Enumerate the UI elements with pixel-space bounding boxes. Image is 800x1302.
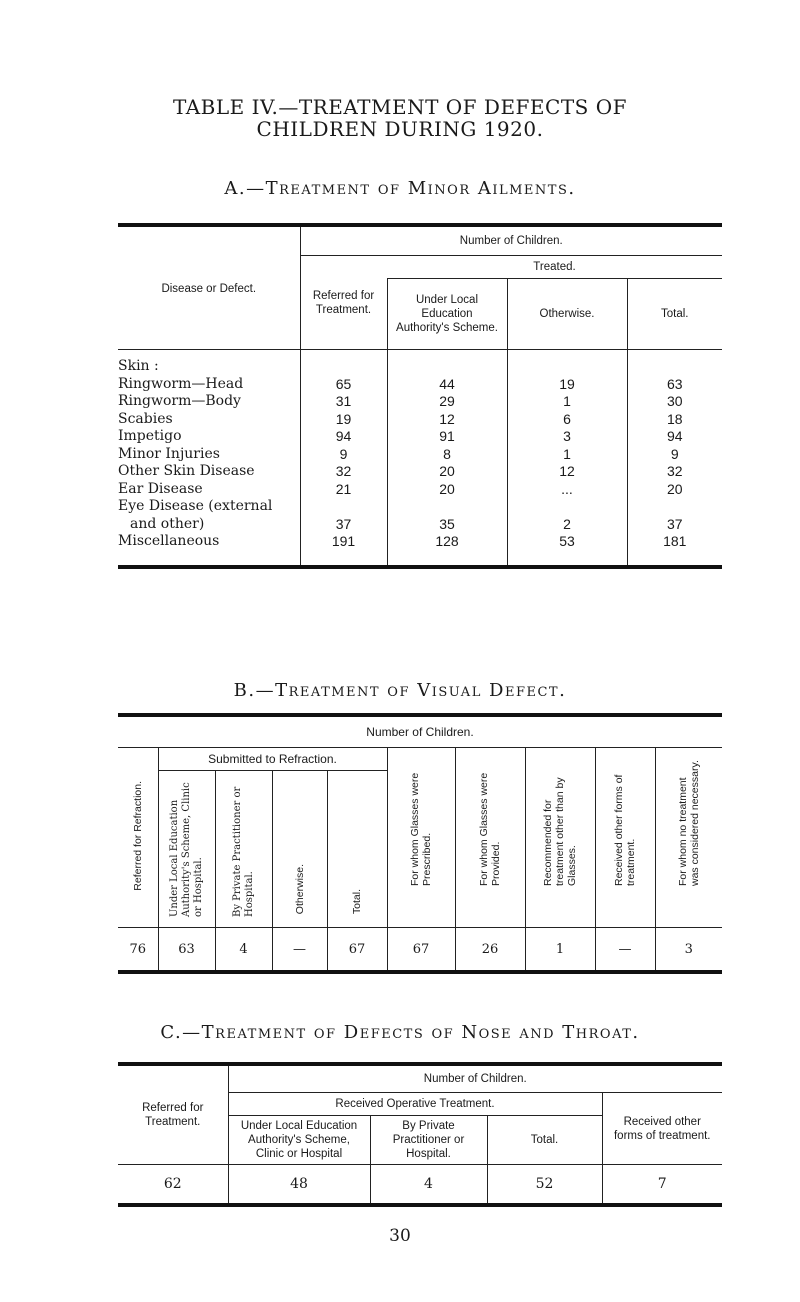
- table-cell: 31: [335, 393, 352, 409]
- table-cell: —: [595, 928, 655, 973]
- table-cell: 20: [439, 463, 455, 479]
- table-cell: 65: [335, 375, 352, 392]
- number-of-children-header: Number of Children.: [118, 715, 722, 748]
- col-other-treatment-header: Received other forms of treatment.: [602, 1093, 722, 1165]
- section-b-heading: B.—Treatment of Visual Defect.: [233, 680, 567, 701]
- treated-header: Treated.: [387, 256, 722, 279]
- table-cell: 12: [559, 463, 575, 479]
- col-received-other: Received other forms of treatment.: [595, 748, 655, 928]
- table-cell: 94: [335, 428, 352, 444]
- table-cell: 1: [563, 393, 571, 409]
- col-total-header: Total.: [487, 1116, 602, 1165]
- disease-name: Scabies: [118, 410, 173, 427]
- col-otherwise: Otherwise.: [272, 771, 327, 928]
- table-cell: 48: [228, 1165, 370, 1206]
- disease-name: Eye Disease (external: [118, 498, 273, 514]
- table-cell: 6: [563, 410, 571, 427]
- col-private-practitioner: By Private Practitioner or Hospital.: [215, 771, 272, 928]
- title-line-2: CHILDREN DURING 1920.: [256, 117, 544, 141]
- col-referred-header: Referred for Treatment.: [118, 1064, 228, 1165]
- table-cell: 4: [215, 928, 272, 973]
- table-cell: 94: [666, 428, 683, 444]
- table-cell: 91: [439, 428, 455, 444]
- table-cell: 30: [666, 393, 683, 409]
- table-cell: 19: [559, 375, 575, 392]
- table-cell: 29: [439, 393, 455, 409]
- table-cell: 1: [525, 928, 595, 973]
- table-cell: 1: [563, 445, 571, 462]
- table-cell: —: [272, 928, 327, 973]
- under-authority-values-cell: [387, 350, 507, 567]
- operative-treatment-header: Received Operative Treatment.: [228, 1093, 602, 1116]
- submitted-to-refraction-header: Submitted to Refraction.: [158, 748, 387, 771]
- table-cell: 53: [559, 533, 575, 549]
- table-cell: 9: [339, 445, 348, 462]
- col-total-header: Total.: [627, 279, 722, 350]
- table-cell: 35: [439, 515, 455, 532]
- referred-values-cell: [300, 350, 387, 567]
- table-cell: 63: [158, 928, 215, 973]
- table-cell: 8: [443, 445, 451, 462]
- col-private-header: By Private Practitioner or Hospital.: [370, 1116, 487, 1165]
- table-cell: 21: [335, 480, 352, 497]
- disease-name: Miscellaneous: [118, 533, 220, 549]
- visual-defect-table: [118, 713, 722, 974]
- table-cell: 26: [455, 928, 525, 973]
- col-otherwise-header: Otherwise.: [507, 279, 627, 350]
- table-cell: ...: [561, 480, 573, 497]
- table-cell: 32: [666, 463, 683, 479]
- table-cell: 20: [666, 480, 683, 497]
- table-cell: 32: [335, 463, 352, 479]
- table-cell: 18: [666, 410, 683, 427]
- col-disease-header: Disease or Defect.: [118, 225, 300, 350]
- total-values-cell: [627, 350, 722, 567]
- col-glasses-provided: For whom Glasses were Provided.: [455, 748, 525, 928]
- table-cell: 67: [387, 928, 455, 973]
- number-of-children-header: Number of Children.: [300, 225, 722, 256]
- table-cell: 62: [163, 1176, 182, 1192]
- otherwise-values-cell: [507, 350, 627, 567]
- table-cell: 4: [370, 1165, 487, 1206]
- col-referred-for-refraction: Referred for Refraction.: [118, 748, 158, 928]
- nose-throat-table: [118, 1062, 722, 1207]
- table-cell: 7: [602, 1165, 722, 1206]
- number-of-children-header: Number of Children.: [228, 1064, 722, 1093]
- col-glasses-prescribed: For whom Glasses were Prescribed.: [387, 748, 455, 928]
- table-cell: 19: [335, 410, 352, 427]
- disease-name: Minor Injuries: [118, 445, 220, 462]
- table-cell: 37: [335, 515, 352, 532]
- col-recommended-other: Recommended for treatment other than by Glasses.: [525, 748, 595, 928]
- page-number: 30: [389, 1226, 411, 1246]
- table-cell: 191: [331, 533, 356, 549]
- table-cell: 37: [666, 515, 683, 532]
- minor-ailments-table: [118, 223, 722, 569]
- col-no-treatment: For whom no treatment was considered necessary.: [655, 748, 722, 928]
- table-cell: 3: [655, 928, 722, 973]
- col-under-authority-header: Under Local Education Authority's Scheme.: [387, 279, 507, 350]
- table-cell: 9: [670, 445, 679, 462]
- table-cell: 128: [435, 533, 459, 549]
- table-cell: 44: [439, 375, 455, 392]
- col-under-authority-header: Under Local Education Authority's Scheme, Clinic or Hospital: [228, 1116, 370, 1165]
- disease-name: and other): [130, 515, 205, 532]
- table-cell: 63: [666, 375, 683, 392]
- section-c-heading: C.—Treatment of Defects of Nose and Throat.: [160, 1022, 640, 1043]
- section-a-heading: A.—Treatment of Minor Ailments.: [224, 178, 576, 199]
- disease-name: Impetigo: [118, 428, 182, 444]
- disease-name: Ringworm—Head: [118, 375, 244, 392]
- disease-name: Other Skin Disease: [118, 463, 255, 479]
- disease-names-cell: [118, 350, 300, 567]
- skin-section-label: Skin :: [118, 358, 159, 374]
- col-total: Total.: [327, 771, 387, 928]
- page-title: [0, 96, 800, 140]
- table-cell: 12: [439, 410, 455, 427]
- table-cell: 76: [129, 941, 147, 957]
- table-cell: 3: [563, 428, 571, 444]
- table-cell: 67: [327, 928, 387, 973]
- col-referred-header: Referred for Treatment.: [300, 256, 387, 350]
- disease-name: Ear Disease: [118, 480, 203, 497]
- table-cell: 2: [563, 515, 571, 532]
- title-line-1: TABLE IV.—TREATMENT OF DEFECTS OF: [172, 95, 627, 119]
- col-under-authority: Under Local Education Authority's Scheme, Clinic or Hospital.: [158, 771, 215, 928]
- disease-name: Ringworm—Body: [118, 393, 241, 409]
- table-cell: 181: [663, 533, 687, 549]
- table-cell: 20: [439, 480, 455, 497]
- table-cell: 52: [487, 1165, 602, 1206]
